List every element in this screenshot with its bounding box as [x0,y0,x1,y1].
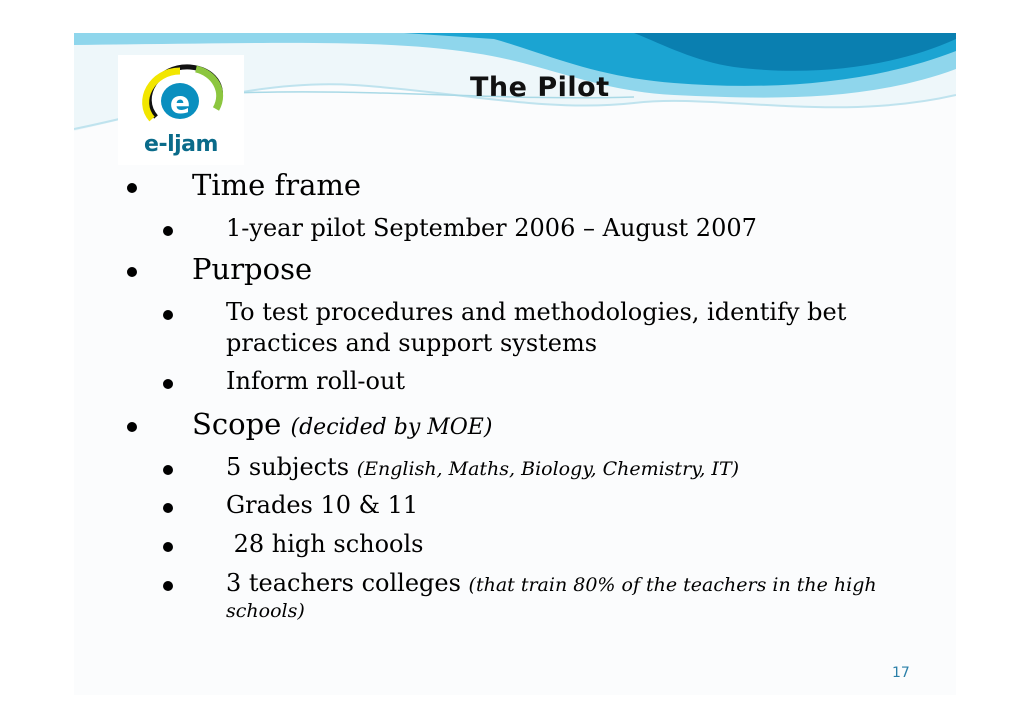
subjects-note: (English, Maths, Biology, Chemistry, IT) [356,458,740,480]
bullet-icon [127,267,137,277]
purpose-item-1-line-2: practices and support systems [226,329,598,357]
logo-wordmark: e-ljam [144,132,218,157]
colleges-note-line-2: schools) [226,600,305,622]
bullet-icon [163,379,173,389]
subjects-label: 5 subjects [226,453,350,481]
bullet-icon [163,465,173,475]
heading-scope [192,407,492,441]
colleges-note-line-1: (that train 80% of the teachers in the high [468,574,877,596]
scope-grades: Grades 10 & 11 [226,491,419,519]
bullet-icon [163,226,173,236]
scope-colleges [226,569,877,597]
scope-schools: 28 high schools [226,530,424,558]
scope-note: (decided by MOE) [290,415,493,440]
e-ljam-logo [118,55,244,165]
slide-title: The Pilot [470,72,610,103]
bullet-icon [163,581,173,591]
scope-label: Scope [192,407,282,441]
bullet-icon [163,542,173,552]
bullet-icon [127,422,137,432]
bullet-icon [127,183,137,193]
heading-time-frame: Time frame [192,168,362,202]
logo-emblem-icon [118,57,244,137]
colleges-label: 3 teachers colleges [226,569,461,597]
purpose-item-1-line-1: To test procedures and methodologies, identify bet [226,298,847,326]
page-number: 17 [892,665,910,681]
heading-purpose: Purpose [192,252,313,286]
bullet-icon [163,503,173,513]
purpose-item-2: Inform roll-out [226,367,406,395]
scope-subjects [226,453,739,481]
bullet-icon [163,310,173,320]
svg-text:e: e [169,86,191,121]
time-frame-item: 1-year pilot September 2006 – August 2007 [226,214,757,242]
